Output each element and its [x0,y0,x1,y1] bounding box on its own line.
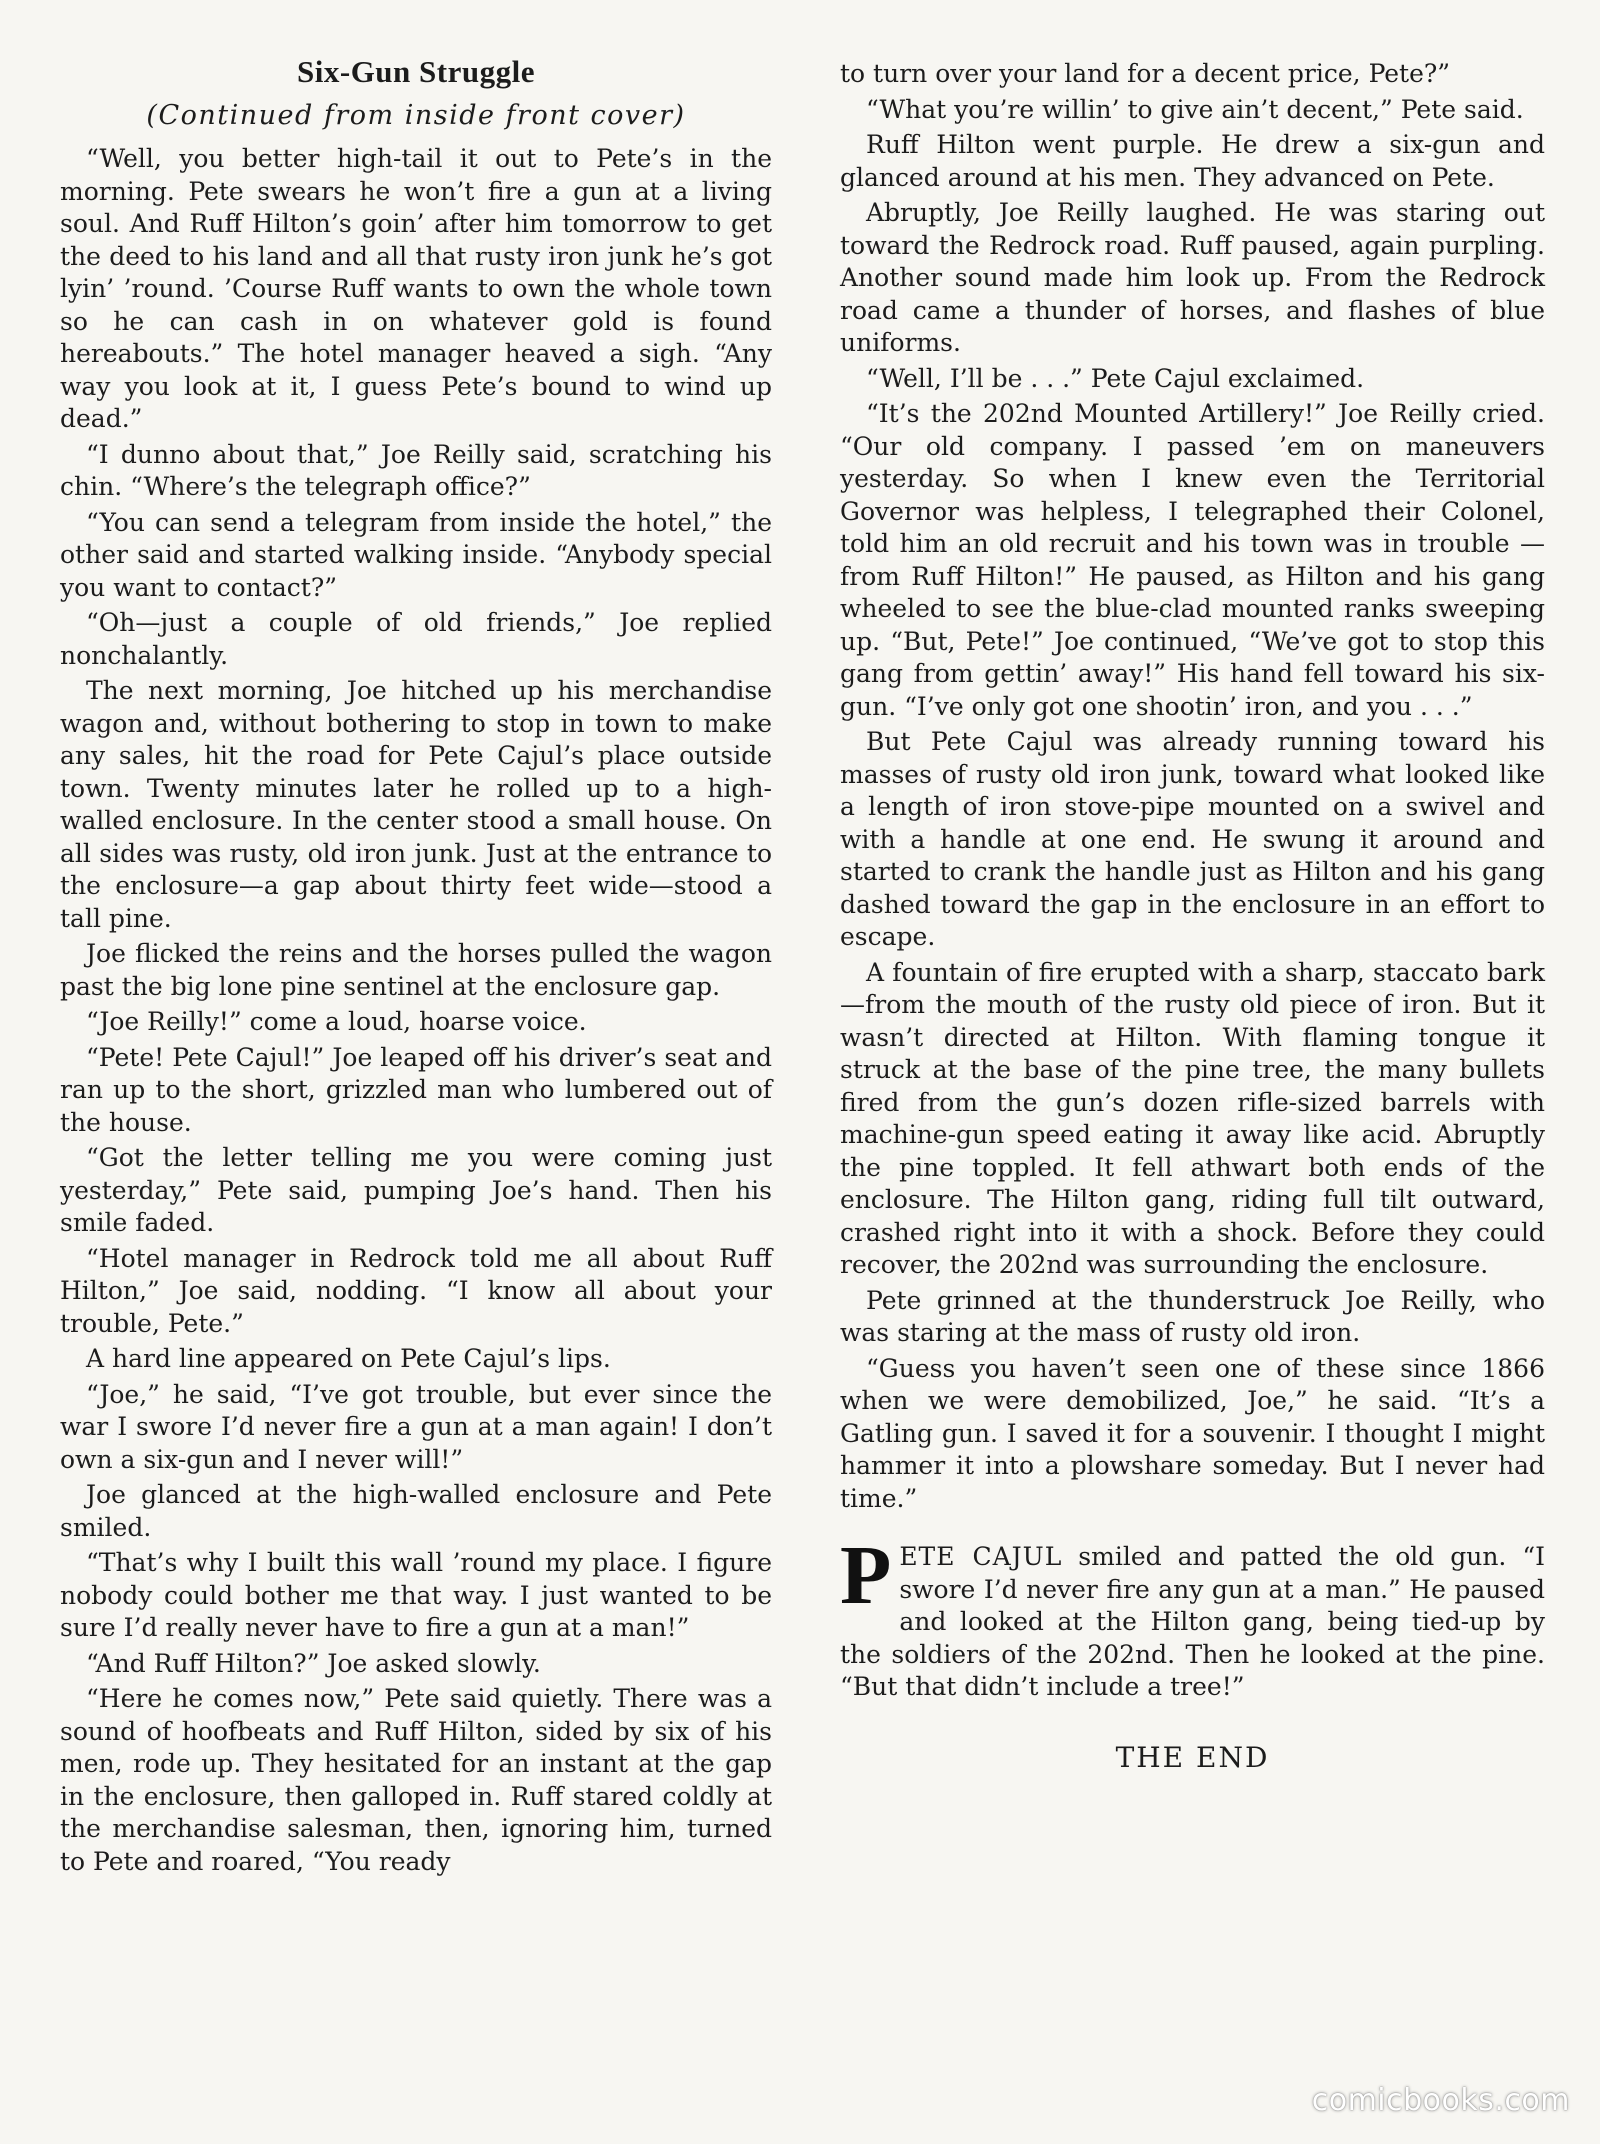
paragraph: “Joe Reilly!” come a loud, hoarse voice. [86,1007,587,1037]
paragraph: “It’s the 202nd Mounted Artillery!” Joe Reilly cried. “Our old company. I passed ’em on maneuvers yesterday. So when I knew even the Territorial Governor was helpless, I telegraphed their Colonel, told him an old recruit and his town was in trouble — from Ruff Hilton!” He paused, as Hilton and his gang wheeled to see the blue-clad mounted ranks sweeping up. “But, Pete!” Joe continued, “We’ve got to stop this gang from gettin’ away!” His hand fell toward his six-gun. “I’ve only got one shootin’ iron, and you . . .” [840,399,1545,721]
paragraph: Ruff Hilton went purple. He drew a six-gun and glanced around at his men. They advanced on Pete. [840,130,1545,192]
paragraph: A fountain of fire erupted with a sharp, staccato bark—from the mouth of the rusty old piece of iron. But it wasn’t directed at Hilton. With flaming tongue it struck at the base of the pine tree, the many bullets fired from the gun’s dozen rifle-sized barrels with machine-gun speed eating it away like acid. Abruptly the pine toppled. It fell athwart both ends of the enclosure. The Hilton gang, riding full tilt outward, crashed right into it with a shock. Before they could recover, the 202nd was surrounding the enclosure. [840,957,1545,1279]
paragraph: “Hotel manager in Redrock told me all about Ruff Hilton,” Joe said, nodding. “I know all about your trouble, Pete.” [60,1243,772,1338]
paragraph: Joe glanced at the high-walled enclosure and Pete smiled. [60,1480,772,1542]
paragraph: But Pete Cajul was already running toward his masses of rusty old iron junk, toward what looked like a length of iron stove-pipe mounted on a swivel and with a handle at one end. He swung it around and started to crank the handle just as Hilton and his gang dashed toward the gap in the enclosure in an effort to escape. [840,727,1545,951]
final-paragraph-text: smiled and patted the old gun. “I swore I’d never fire any gun at a man.” He paused and looked at the Hilton gang, being tied-up by the soldiers of the 202nd. Then he looked at the pine. “But that didn’t include a tree!” [840,1542,1545,1701]
story-title: Six-Gun Struggle [297,54,535,89]
final-paragraph [840,1529,1545,1704]
paragraph: “You can send a telegram from inside the hotel,” the other said and started walking inside. “Anybody special you want to contact?” [60,507,772,602]
paragraph: “Here he comes now,” Pete said quietly. There was a sound of hoofbeats and Ruff Hilton, sided by six of his men, rode up. They hesitated for an instant at the gap in the enclosure, then galloped in. Ruff stared coldly at the merchandise salesman, then, ignoring him, turned to Pete and roared, “You ready [60,1684,772,1876]
paragraph: “Well, I’ll be . . .” Pete Cajul exclaimed. [866,363,1365,393]
left-column [60,52,772,1881]
paragraph: The next morning, Joe hitched up his merchandise wagon and, without bothering to stop in town to make any sales, hit the road for Pete Cajul’s place outside town. Twenty minutes later he rolled up to a high-walled enclosure. In the center stood a small house. On all sides was rusty, old iron junk. Just at the entrance to the enclosure—a gap about thirty feet wide—stood a tall pine. [60,676,772,933]
the-end: THE END [1115,1740,1270,1774]
paragraph: Pete grinned at the thunderstruck Joe Reilly, who was staring at the mass of rusty old iron. [840,1285,1545,1347]
paragraph: Abruptly, Joe Reilly laughed. He was staring out toward the Redrock road. Ruff paused, again purpling. Another sound made him look up. From the Redrock road came a thunder of horses, and flashes of blue uniforms. [840,198,1545,357]
paragraph: “What you’re willin’ to give ain’t decent,” Pete said. [866,94,1524,124]
right-column [840,58,1545,1776]
drop-cap-smallcaps: ETE CAJUL [899,1542,1063,1571]
paragraph: “Guess you haven’t seen one of these since 1866 when we were demobilized, Joe,” he said. “It’s a Gatling gun. I saved it for a souvenir. I thought I might hammer it into a plowshare someday. But I never had time.” [840,1353,1545,1513]
paragraph: “Joe,” he said, “I’ve got trouble, but ever since the war I swore I’d never fire a gun at a man again! I don’t own a six-gun and I never will!” [60,1379,772,1474]
paragraph: “And Ruff Hilton?” Joe asked slowly. [86,1648,541,1678]
paragraph: “Got the letter telling me you were coming just yesterday,” Pete said, pumping Joe’s hand. Then his smile faded. [60,1143,772,1238]
paragraph: Joe flicked the reins and the horses pulled the wagon past the big lone pine sentinel at the enclosure gap. [60,939,772,1001]
paragraph: “I dunno about that,” Joe Reilly said, scratching his chin. “Where’s the telegraph office?” [60,439,772,502]
paragraph: “Pete! Pete Cajul!” Joe leaped off his driver’s seat and ran up to the short, grizzled man who lumbered out of the house. [60,1042,772,1137]
paragraph: “Oh—just a couple of old friends,” Joe replied nonchalantly. [60,608,772,670]
paragraph: A hard line appeared on Pete Cajul’s lips. [86,1344,611,1374]
paragraph: “That’s why I built this wall ’round my place. I figure nobody could bother me that way. I just wanted to be sure I’d really never have to fire a gun at a man!” [60,1548,772,1643]
drop-cap: P [840,1529,892,1622]
paragraph-continued: to turn over your land for a decent price, Pete?” [840,59,1451,88]
watermark: comicbooks.com [1311,2083,1570,2118]
paragraph: “Well, you better high-tail it out to Pete’s in the morning. Pete swears he won’t fire a gun at a living soul. And Ruff Hilton’s goin’ after him tomorrow to get the deed to his land and all that rusty iron junk he’s got lyin’ ’round. ’Course Ruff wants to own the whole town so he can cash in on whatever gold is found hereabouts.” The hotel manager heaved a sigh. “Any way you look at it, I guess Pete’s bound to wind up dead.” [60,144,772,434]
story-subtitle: (Continued from inside front cover) [146,100,686,132]
